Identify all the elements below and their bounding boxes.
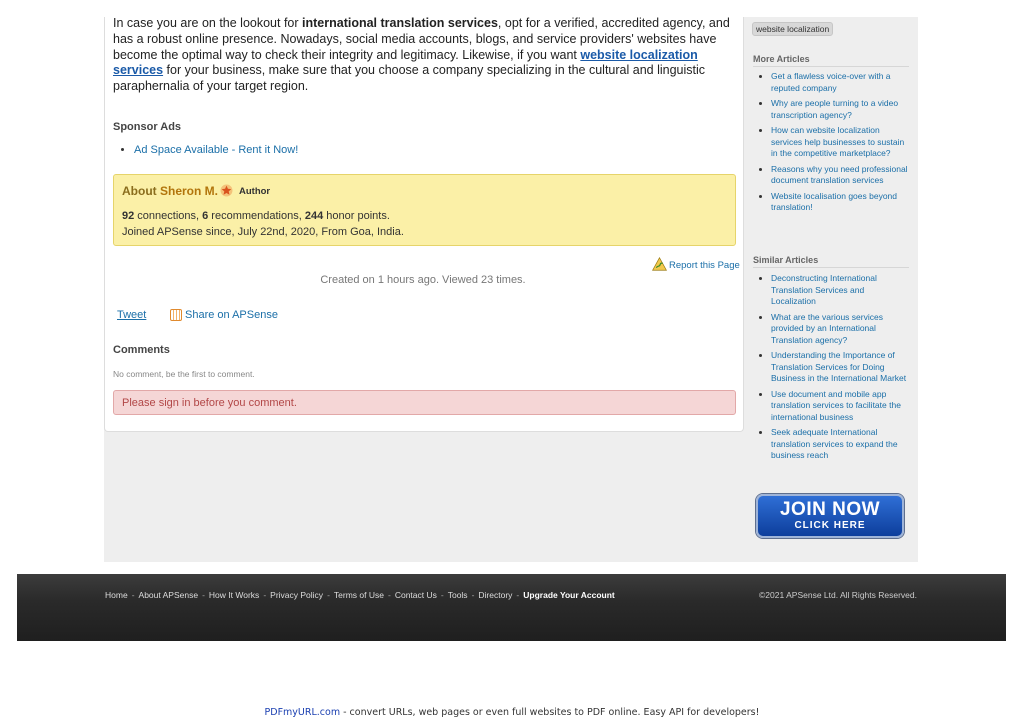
intro-text-end: for your business, make sure that you choose a company specializing in the cultural and linguistic paraphernalia of your target region. — [113, 63, 706, 94]
footer-link-privacy[interactable]: Privacy Policy — [270, 590, 324, 600]
footer-link-contact[interactable]: Contact Us — [394, 590, 437, 600]
report-page-link[interactable] — [652, 257, 740, 271]
connections-label: connections, — [134, 210, 203, 222]
comments-heading: Comments — [113, 344, 170, 356]
rent-ad-space-link[interactable]: Ad Space Available - Rent it Now! — [134, 144, 299, 156]
about-prefix: About — [122, 184, 160, 198]
sponsor-ads-heading: Sponsor Ads — [113, 121, 182, 133]
intro-text-start: In case you are on the lookout for — [113, 16, 303, 30]
list-item — [771, 191, 908, 214]
connections-count: 92 — [122, 210, 135, 222]
footer-separator: - — [516, 590, 520, 600]
similar-articles-list — [753, 273, 908, 466]
similar-article-link[interactable]: Use document and mobile app translation services to facilitate the international business — [771, 388, 901, 422]
footer-separator: - — [263, 590, 267, 600]
author-stats — [122, 210, 390, 222]
similar-article-link[interactable]: Seek adequate International translation services to expand the business reach — [771, 427, 898, 460]
intro-bold-phrase: international translation services — [302, 16, 498, 30]
tag-badge[interactable]: website localization — [752, 22, 833, 36]
list-item — [771, 71, 908, 94]
author-name-link[interactable]: Sheron M. — [160, 184, 219, 198]
similar-article-link[interactable]: Understanding the Importance of Translation Services for Doing Business in the International Market — [771, 350, 907, 383]
similar-article-link[interactable]: Deconstructing International Translation Services and Localization — [771, 273, 877, 306]
footer-link-terms[interactable]: Terms of Use — [333, 590, 384, 600]
similar-article-link[interactable]: What are the various services provided by an International Translation agency? — [771, 311, 883, 345]
footer-copyright: ©2021 APSense Ltd. All Rights Reserved. — [759, 590, 917, 600]
more-article-link[interactable]: Why are people turning to a video transcription agency? — [771, 98, 899, 120]
join-now-button[interactable] — [756, 494, 904, 538]
apsense-share-icon — [170, 309, 182, 321]
similar-articles-heading: Similar Articles — [753, 255, 909, 268]
footer-link-upgrade[interactable]: Upgrade Your Account — [523, 590, 615, 600]
list-item — [771, 389, 908, 424]
footer-link-about[interactable]: About APSense — [138, 590, 199, 600]
footer-link-how-it-works[interactable]: How It Works — [208, 590, 260, 600]
intro-text-middle: , opt for a verified, accredited agency, and has a robust online presence. Nowadays, social media accounts, blogs, and service providers' websites have become the optimal way to check their integrity and legitimacy. Likewise, if you want — [113, 16, 730, 62]
footer-separator: - — [387, 590, 391, 600]
footer-link-home[interactable]: Home — [105, 590, 128, 600]
list-item — [771, 273, 908, 308]
click-here-label: CLICK HERE — [794, 520, 866, 531]
about-author-title — [122, 184, 237, 200]
recommendations-count: 6 — [202, 210, 209, 222]
star-icon — [220, 184, 233, 200]
share-label: Share on APSense — [185, 309, 278, 321]
author-role-label: Author — [239, 186, 271, 197]
website-localization-link[interactable]: website localization services — [113, 47, 698, 78]
list-item — [771, 427, 908, 462]
sign-in-to-comment-notice: Please sign in before you comment. — [113, 390, 736, 415]
pdf-watermark-line — [0, 707, 1024, 718]
footer-link-tools[interactable]: Tools — [447, 590, 468, 600]
more-article-link[interactable]: Website localisation goes beyond translation! — [771, 190, 898, 212]
sponsor-ads-list — [113, 144, 298, 156]
tweet-button[interactable]: Tweet — [117, 309, 147, 321]
footer-separator: - — [327, 590, 330, 600]
warning-icon — [652, 257, 667, 271]
footer-separator: - — [131, 590, 135, 600]
pdfmyurl-link[interactable]: PDFmyURL.com — [264, 707, 341, 718]
list-item — [771, 125, 908, 160]
more-article-link[interactable]: Reasons why you need professional document translation services — [771, 163, 908, 185]
pdf-watermark-text: - convert URLs, web pages or even full websites to PDF online. Easy API for developers! — [340, 707, 760, 718]
list-item — [771, 98, 908, 121]
honor-points-label: honor points. — [323, 210, 390, 222]
recommendations-label: recommendations, — [208, 210, 305, 222]
more-article-link[interactable]: How can website localization services help businesses to sustain in the competitive marketplace? — [771, 125, 905, 158]
more-articles-heading: More Articles — [753, 54, 909, 67]
about-author-box — [113, 174, 736, 246]
footer-link-directory[interactable]: Directory — [478, 590, 513, 600]
author-joined-info: Joined APSense since, July 22nd, 2020, From Goa, India. — [122, 226, 404, 238]
more-article-link[interactable]: Get a flawless voice-over with a reputed company — [771, 71, 891, 93]
footer-separator: - — [202, 590, 205, 600]
site-footer — [17, 574, 1006, 641]
no-comment-text: No comment, be the first to comment. — [113, 369, 255, 379]
sponsor-ad-item — [134, 144, 298, 156]
share-on-apsense-button[interactable] — [170, 309, 278, 321]
join-now-label: JOIN NOW — [779, 499, 881, 520]
more-articles-list — [753, 71, 908, 218]
created-viewed-info: Created on 1 hours ago. Viewed 23 times. — [320, 274, 526, 286]
list-item — [771, 312, 908, 347]
list-item — [771, 164, 908, 187]
footer-separator: - — [440, 590, 444, 600]
report-page-label: Report this Page — [669, 260, 740, 271]
list-item — [771, 350, 908, 385]
footer-separator: - — [471, 590, 475, 600]
article-intro — [113, 16, 733, 95]
honor-points-count: 244 — [304, 210, 324, 222]
footer-nav — [105, 590, 615, 600]
